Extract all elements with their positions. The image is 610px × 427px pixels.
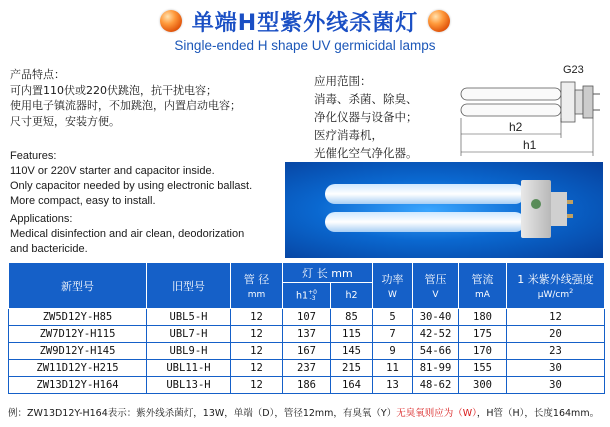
cell-power: 7 [373, 326, 413, 343]
lamp-product-photo [285, 162, 603, 258]
voltage-unit: V [432, 290, 439, 300]
voltage-label: 管压 [424, 273, 447, 286]
uv-unit-sup: 2 [569, 287, 574, 295]
cell-old-model: UBL9-H [147, 343, 231, 360]
table-row [9, 309, 605, 326]
cell-h1: 137 [283, 326, 331, 343]
features-en-line: More compact, easy to install. [10, 195, 156, 207]
cell-tube-diameter: 12 [231, 377, 283, 394]
applications-en-heading: Applications: [10, 213, 73, 225]
power-unit: W [388, 290, 397, 300]
cell-h2: 115 [331, 326, 373, 343]
footnote-red: 无臭氧则应为（W） [396, 408, 477, 419]
cell-h2: 85 [331, 309, 373, 326]
uv-lamp-icon [325, 180, 573, 238]
cell-power: 13 [373, 377, 413, 394]
col-new-model: 新型号 [9, 263, 147, 309]
application-cn-line: 医疗消毒机， [314, 128, 383, 142]
current-label: 管流 [471, 273, 494, 286]
col-power [373, 263, 413, 309]
cell-current: 170 [459, 343, 507, 360]
cell-tube-diameter: 12 [231, 326, 283, 343]
col-h2: h2 [331, 283, 373, 309]
cell-voltage: 48-62 [413, 377, 459, 394]
features-en [10, 149, 252, 209]
page-subtitle: Single-ended H shape UV germicidal lamps [174, 38, 436, 53]
features-en-line: 110V or 220V starter and capacitor inside. [10, 165, 215, 177]
features-cn [10, 67, 241, 129]
cell-power: 9 [373, 343, 413, 360]
application-cn-line: 光催化空气净化器。 [314, 146, 418, 160]
features-cn-line: 可内置110伏或220伏跳泡，抗干扰电容； [10, 83, 217, 97]
cell-uv-intensity: 12 [507, 309, 605, 326]
page-title: 单端H型紫外线杀菌灯 [191, 10, 419, 36]
application-cn-line: 净化仪器与设备中； [314, 110, 418, 124]
cell-voltage: 42-52 [413, 326, 459, 343]
features-cn-heading: 产品特点： [10, 68, 65, 81]
orange-bullet-icon [428, 10, 450, 32]
cell-tube-diameter: 12 [231, 309, 283, 326]
cell-voltage: 54-66 [413, 343, 459, 360]
table-row [9, 360, 605, 377]
cell-h2: 145 [331, 343, 373, 360]
cell-tube-diameter: 12 [231, 360, 283, 377]
base-type-label: G23 [563, 64, 584, 76]
lamp-outline-icon [461, 82, 600, 122]
col-length: 灯 长 mm [283, 263, 373, 283]
cell-h1: 167 [283, 343, 331, 360]
cell-new-model: ZW11D12Y-H215 [9, 360, 147, 377]
title-row [0, 4, 610, 38]
features-cn-line: 使用电子镇流器时，不加跳泡，内置启动电容； [10, 99, 241, 112]
cell-uv-intensity: 23 [507, 343, 605, 360]
application-cn-heading: 应用范围： [314, 74, 372, 88]
col-tube-diameter [231, 263, 283, 309]
col-voltage [413, 263, 459, 309]
cell-h2: 215 [331, 360, 373, 377]
h1-label: h1 [523, 138, 537, 152]
cell-voltage: 30-40 [413, 309, 459, 326]
footnote [8, 405, 608, 419]
col-h1 [283, 283, 331, 309]
applications-en [10, 212, 244, 257]
cell-h2: 164 [331, 377, 373, 394]
features-en-line: Only capacitor needed by using electronic ballast. [10, 180, 253, 192]
col-uv-intensity [507, 263, 605, 309]
footnote-suffix: ，H管（H），长度164mm。 [476, 408, 600, 419]
h1-tolerance-up: +0 [308, 288, 317, 296]
cell-new-model: ZW7D12Y-H115 [9, 326, 147, 343]
cell-current: 180 [459, 309, 507, 326]
lamp-dimension-diagram [455, 60, 605, 160]
current-unit: mA [475, 290, 490, 300]
power-label: 功率 [381, 273, 404, 286]
col-old-model: 旧型号 [147, 263, 231, 309]
cell-new-model: ZW9D12Y-H145 [9, 343, 147, 360]
uv-unit: μW/cm [537, 290, 570, 300]
orange-bullet-icon [160, 10, 182, 32]
tube-diameter-unit: mm [247, 290, 266, 300]
applications-en-line: and bactericide. [10, 243, 88, 255]
footnote-prefix: 例：ZW13D12Y-H164表示：紫外线杀菌灯，13W，单端（D），管径12mm，有臭氧（Y） [8, 408, 397, 419]
h2-label: h2 [509, 120, 523, 134]
cell-h1: 186 [283, 377, 331, 394]
cell-current: 300 [459, 377, 507, 394]
cell-power: 5 [373, 309, 413, 326]
h1-tolerance-down: -3 [309, 294, 316, 302]
table-row [9, 377, 605, 394]
cell-voltage: 81-99 [413, 360, 459, 377]
cell-old-model: UBL13-H [147, 377, 231, 394]
cell-uv-intensity: 30 [507, 360, 605, 377]
features-en-heading: Features: [10, 150, 57, 162]
features-cn-line: 尺寸更短，安装方便。 [10, 114, 120, 128]
cell-uv-intensity: 30 [507, 377, 605, 394]
cell-old-model: UBL5-H [147, 309, 231, 326]
cell-new-model: ZW5D12Y-H85 [9, 309, 147, 326]
table-row [9, 326, 605, 343]
table-row [9, 343, 605, 360]
col-current [459, 263, 507, 309]
uv-label: 1 米紫外线强度 [517, 273, 594, 286]
cell-new-model: ZW13D12Y-H164 [9, 377, 147, 394]
cell-tube-diameter: 12 [231, 343, 283, 360]
h1-header: h1 [296, 290, 309, 301]
cell-current: 155 [459, 360, 507, 377]
tube-diameter-label: 管 径 [243, 273, 270, 286]
cell-uv-intensity: 20 [507, 326, 605, 343]
cell-h1: 107 [283, 309, 331, 326]
cell-power: 11 [373, 360, 413, 377]
cell-h1: 237 [283, 360, 331, 377]
cell-old-model: UBL11-H [147, 360, 231, 377]
spec-table [8, 262, 605, 394]
applications-en-line: Medical disinfection and air clean, deodorization [10, 228, 245, 240]
application-cn-line: 消毒、杀菌、除臭、 [314, 92, 418, 106]
application-cn [314, 72, 418, 162]
cell-old-model: UBL7-H [147, 326, 231, 343]
cell-current: 175 [459, 326, 507, 343]
